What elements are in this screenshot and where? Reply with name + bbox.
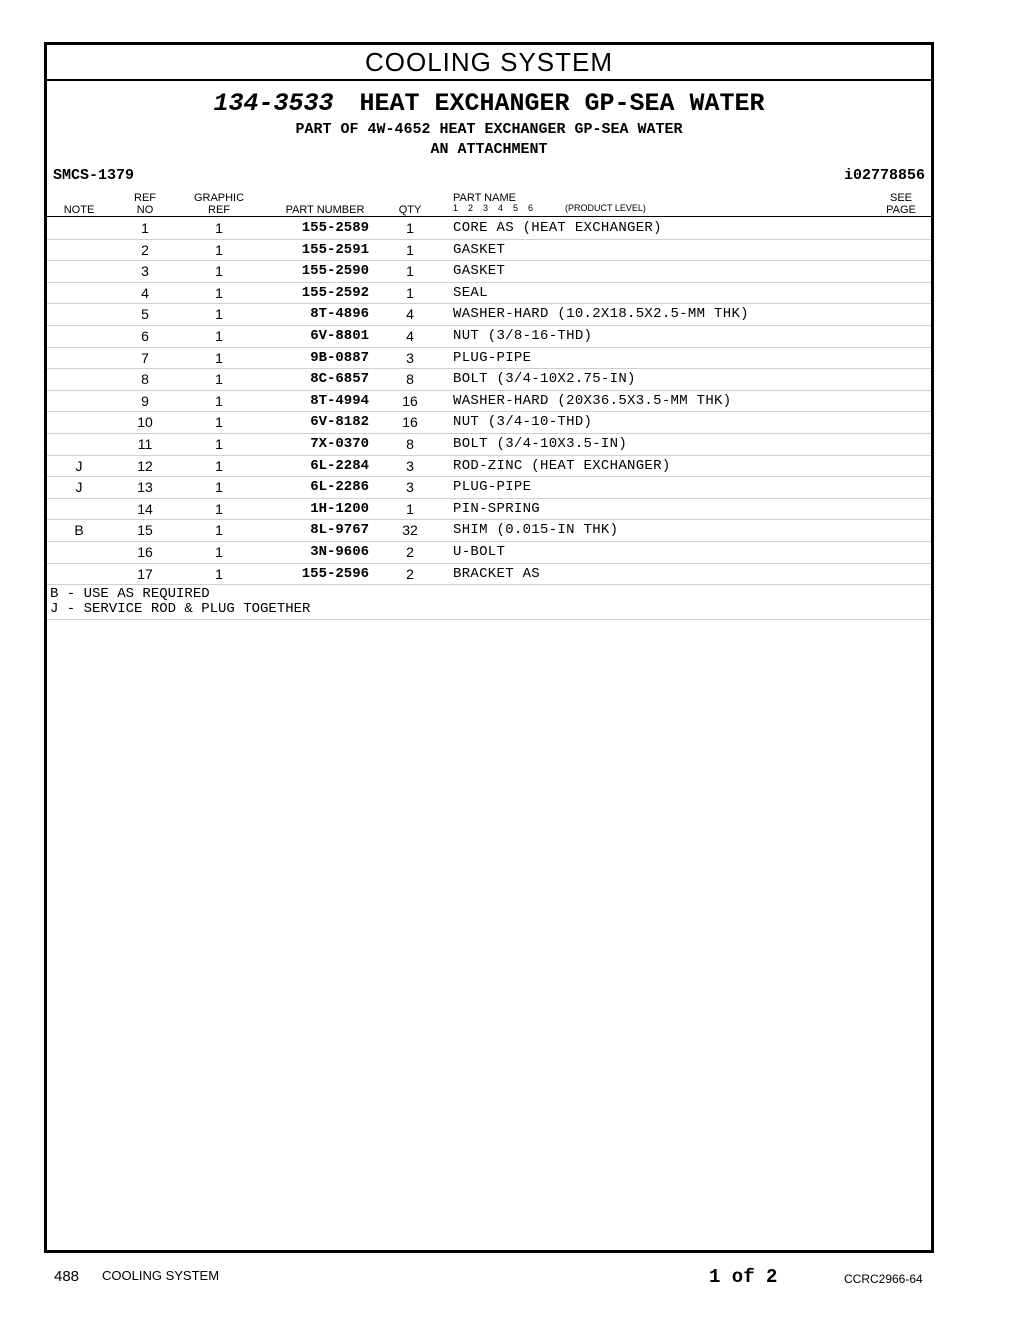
row-note: B xyxy=(74,522,84,539)
row-part-number: 8T-4994 xyxy=(310,392,369,409)
subtitle-attachment: AN ATTACHMENT xyxy=(430,141,548,158)
header-product-level: (PRODUCT LEVEL) xyxy=(565,203,646,213)
row-part-name: SEAL xyxy=(453,284,488,301)
row-ref-no: 10 xyxy=(137,414,153,431)
row-part-name: PLUG-PIPE xyxy=(453,349,532,366)
row-part-number: 155-2590 xyxy=(301,263,369,280)
header-note: NOTE xyxy=(63,204,95,216)
section-title: COOLING SYSTEM xyxy=(47,45,931,81)
row-part-name: PLUG-PIPE xyxy=(453,479,532,496)
table-row xyxy=(47,303,931,326)
row-ref-no: 9 xyxy=(141,392,149,409)
table-row xyxy=(47,455,931,478)
row-part-name: PIN-SPRING xyxy=(453,500,541,517)
row-graphic-ref: 1 xyxy=(215,392,223,409)
row-part-number: 7X-0370 xyxy=(310,436,369,452)
footer-page-number: 488 xyxy=(54,1268,80,1285)
row-ref-no: 13 xyxy=(137,479,153,496)
row-part-name: BOLT (3/4-10X2.75-IN) xyxy=(453,371,636,388)
row-ref-no: 7 xyxy=(141,349,149,366)
row-qty: 2 xyxy=(406,565,414,582)
row-part-name: GASKET xyxy=(453,263,506,280)
note-item: B - USE AS REQUIRED xyxy=(50,586,210,603)
row-graphic-ref: 1 xyxy=(215,220,223,236)
header-levels: 1 2 3 4 5 6 xyxy=(453,203,534,213)
row-part-number: 8L-9767 xyxy=(310,522,369,539)
row-qty: 4 xyxy=(406,306,414,323)
footer-page-of: 1 of 2 xyxy=(709,1266,778,1288)
row-ref-no: 17 xyxy=(137,565,153,582)
row-ref-no: 16 xyxy=(137,544,153,560)
row-graphic-ref: 1 xyxy=(215,306,223,323)
header-graphic-bottom: REF xyxy=(208,204,230,216)
row-graphic-ref: 1 xyxy=(215,457,223,474)
row-graphic-ref: 1 xyxy=(215,522,223,539)
row-part-number: 3N-9606 xyxy=(310,544,369,560)
table-row xyxy=(47,476,931,499)
row-part-number: 6L-2284 xyxy=(310,457,369,474)
row-graphic-ref: 1 xyxy=(215,349,223,366)
row-graphic-ref: 1 xyxy=(215,284,223,301)
row-graphic-ref: 1 xyxy=(215,241,223,258)
table-row xyxy=(47,347,931,370)
table-row xyxy=(47,368,931,391)
row-ref-no: 11 xyxy=(137,436,153,452)
row-graphic-ref: 1 xyxy=(215,263,223,280)
document-id: i02778856 xyxy=(843,167,925,184)
row-part-name: NUT (3/4-10-THD) xyxy=(453,414,593,431)
row-qty: 16 xyxy=(402,392,418,409)
row-qty: 3 xyxy=(406,479,414,496)
row-graphic-ref: 1 xyxy=(215,500,223,517)
assembly-name: HEAT EXCHANGER GP-SEA WATER xyxy=(359,89,765,118)
row-part-name: CORE AS (HEAT EXCHANGER) xyxy=(453,220,662,236)
row-graphic-ref: 1 xyxy=(215,328,223,344)
row-part-number: 155-2596 xyxy=(301,565,369,582)
row-qty: 1 xyxy=(406,263,414,280)
row-note: J xyxy=(75,457,83,474)
table-row xyxy=(47,519,931,542)
subtitle-part-of: PART OF 4W-4652 HEAT EXCHANGER GP-SEA WATER xyxy=(295,121,683,138)
page-title xyxy=(47,89,931,118)
row-ref-no: 6 xyxy=(141,328,149,344)
table-row xyxy=(47,390,931,413)
row-part-number: 155-2591 xyxy=(301,241,369,258)
row-part-number: 6V-8801 xyxy=(310,328,369,344)
row-part-number: 6V-8182 xyxy=(310,414,369,431)
row-part-number: 155-2589 xyxy=(301,220,369,236)
row-part-number: 8T-4896 xyxy=(310,306,369,323)
table-row xyxy=(47,217,931,240)
assembly-number: 134-3533 xyxy=(213,89,334,118)
table-row xyxy=(47,541,931,564)
row-graphic-ref: 1 xyxy=(215,436,223,452)
notes-divider xyxy=(47,619,931,620)
row-qty: 16 xyxy=(402,414,418,431)
row-part-name: BOLT (3/4-10X3.5-IN) xyxy=(453,436,628,452)
table-row xyxy=(47,260,931,283)
row-note: J xyxy=(75,479,83,496)
row-ref-no: 12 xyxy=(137,457,153,474)
note-item: J - SERVICE ROD & PLUG TOGETHER xyxy=(50,601,311,618)
header-ref-top: REF xyxy=(134,192,156,204)
row-graphic-ref: 1 xyxy=(215,479,223,496)
row-part-name: WASHER-HARD (10.2X18.5X2.5-MM THK) xyxy=(453,306,749,323)
row-part-number: 1H-1200 xyxy=(310,500,369,517)
row-ref-no: 3 xyxy=(141,263,149,280)
row-part-number: 6L-2286 xyxy=(310,479,369,496)
header-qty: QTY xyxy=(398,204,422,216)
row-part-number: 155-2592 xyxy=(301,284,369,301)
row-part-name: ROD-ZINC (HEAT EXCHANGER) xyxy=(453,457,671,474)
table-row xyxy=(47,239,931,262)
page-frame xyxy=(44,42,934,1253)
row-part-name: NUT (3/8-16-THD) xyxy=(453,328,593,344)
row-qty: 1 xyxy=(406,241,414,258)
row-ref-no: 15 xyxy=(137,522,153,539)
table-row xyxy=(47,433,931,456)
header-see-top: SEE xyxy=(889,192,912,204)
row-qty: 1 xyxy=(406,284,414,301)
row-qty: 8 xyxy=(406,436,414,452)
row-graphic-ref: 1 xyxy=(215,544,223,560)
row-ref-no: 14 xyxy=(137,500,153,517)
table-row xyxy=(47,498,931,521)
row-ref-no: 1 xyxy=(141,220,149,236)
smcs-code: SMCS-1379 xyxy=(53,167,135,184)
row-part-number: 8C-6857 xyxy=(310,371,369,388)
header-graphic-top: GRAPHIC xyxy=(193,192,245,204)
row-part-name: BRACKET AS xyxy=(453,565,541,582)
row-qty: 1 xyxy=(406,500,414,517)
table-row xyxy=(47,563,931,586)
row-part-name: SHIM (0.015-IN THK) xyxy=(453,522,619,539)
header-see-bottom: PAGE xyxy=(886,204,916,216)
row-ref-no: 2 xyxy=(141,241,149,258)
header-part-name: PART NAME xyxy=(453,192,516,204)
row-qty: 8 xyxy=(406,371,414,388)
row-qty: 2 xyxy=(406,544,414,560)
row-qty: 3 xyxy=(406,457,414,474)
row-qty: 3 xyxy=(406,349,414,366)
header-part-number: PART NUMBER xyxy=(285,204,365,216)
row-graphic-ref: 1 xyxy=(215,414,223,431)
row-qty: 4 xyxy=(406,328,414,344)
row-graphic-ref: 1 xyxy=(215,565,223,582)
header-ref-bottom: NO xyxy=(136,204,154,216)
footer-section: COOLING SYSTEM xyxy=(102,1268,220,1283)
row-qty: 32 xyxy=(402,522,418,539)
row-part-name: WASHER-HARD (20X36.5X3.5-MM THK) xyxy=(453,392,732,409)
row-ref-no: 5 xyxy=(141,306,149,323)
table-row xyxy=(47,325,931,348)
row-part-name: GASKET xyxy=(453,241,506,258)
row-ref-no: 4 xyxy=(141,284,149,301)
table-row xyxy=(47,411,931,434)
row-qty: 1 xyxy=(406,220,414,236)
table-row xyxy=(47,282,931,305)
row-part-number: 9B-0887 xyxy=(310,349,369,366)
row-ref-no: 8 xyxy=(141,371,149,388)
row-graphic-ref: 1 xyxy=(215,371,223,388)
row-part-name: U-BOLT xyxy=(453,544,506,560)
footer-code: CCRC2966-64 xyxy=(844,1272,923,1286)
